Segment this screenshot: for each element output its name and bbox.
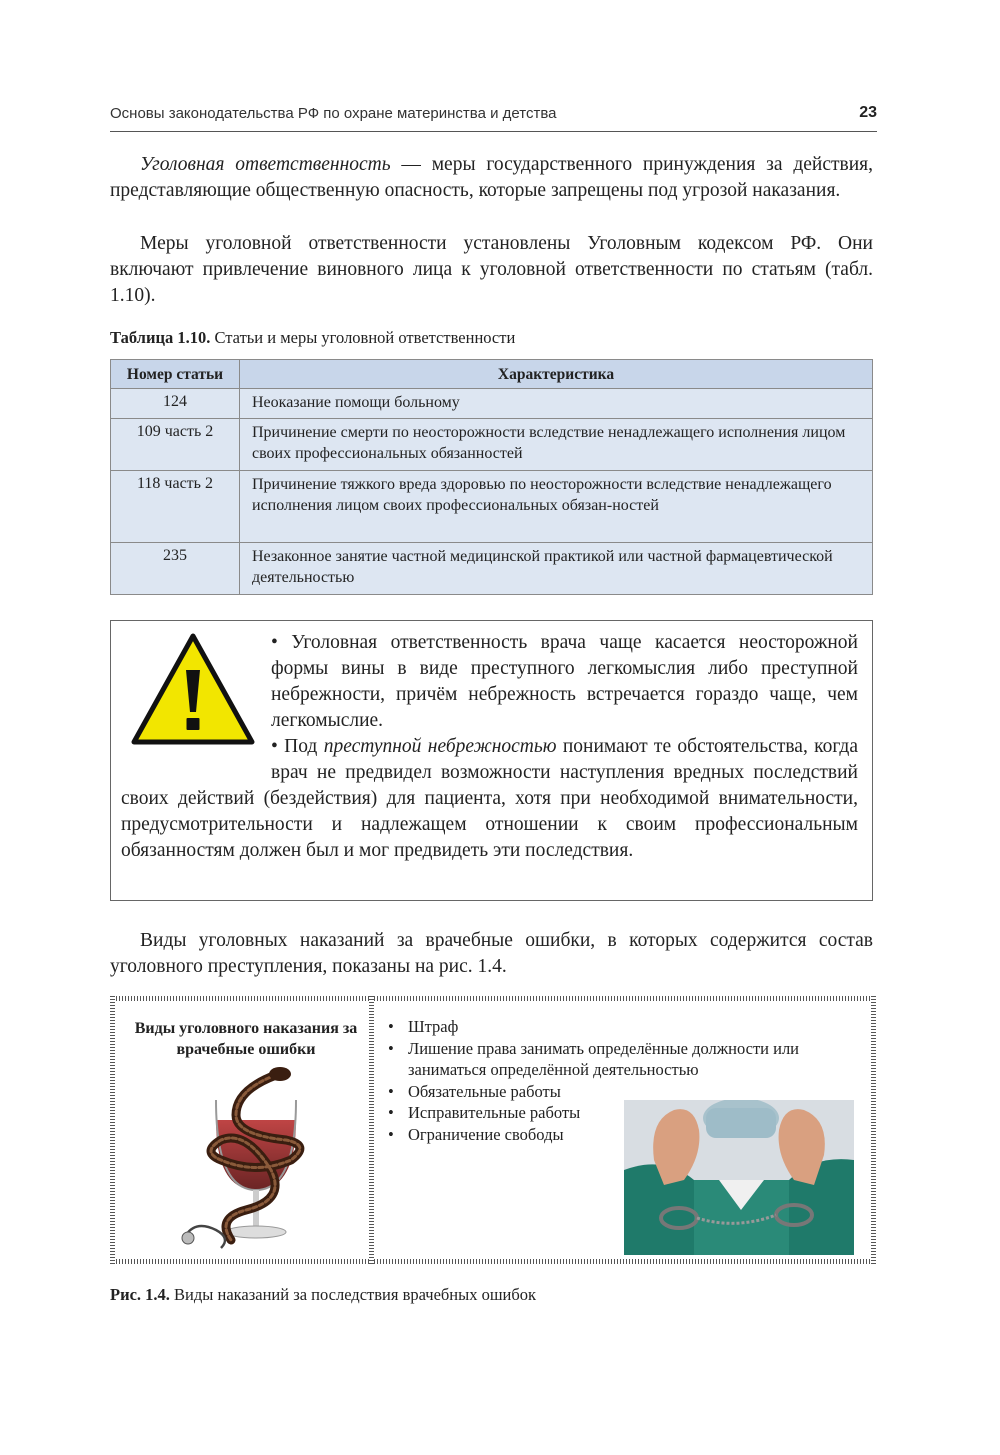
intro-term: Уголовная ответственность [140, 154, 391, 175]
list-item: • Исправительные работы [388, 1102, 858, 1124]
warning-bullet-1: • Уголовная ответственность врача чаще касается неосторожной формы вины в виде преступного легкомыслия либо преступной небрежности, причём небрежность встречается гораздо чаще, чем легкомыслие. [271, 632, 858, 731]
figure-border-right [871, 996, 876, 1264]
table-row [111, 543, 873, 595]
snake-bowl-icon [176, 1060, 326, 1256]
article-number: 235 [111, 543, 240, 595]
handcuffed-doctor-icon [624, 1100, 854, 1255]
figure-border-bottom [110, 1259, 876, 1264]
table-caption-text: Статьи и меры уголовной ответственности [210, 328, 516, 347]
list-item: • Ограничение свободы [388, 1124, 858, 1146]
figure-intro-paragraph: Виды уголовных наказаний за врачебные ошибки, в которых содержится состав уголовного преступления, показаны на рис. 1.4. [110, 930, 873, 977]
warning-bullet-2-start: • Под [271, 736, 324, 757]
warning-bullet-2-term: преступной небрежностью [323, 736, 557, 757]
article-number: 109 часть 2 [111, 419, 240, 471]
figure-title: Виды уголовного наказания за врачебные ошибки [134, 1020, 358, 1058]
table-caption [110, 328, 515, 348]
table-row [111, 471, 873, 543]
article-number: 118 часть 2 [111, 471, 240, 543]
page-number: 23 [859, 104, 877, 121]
warning-triangle-icon [130, 632, 256, 746]
table-header-number: Номер статьи [111, 360, 240, 389]
table-caption-label: Таблица 1.10. [110, 328, 211, 347]
figure-caption-text: Виды наказаний за последствия врачебных ошибок [169, 1285, 537, 1304]
table-header-row [111, 360, 873, 389]
figure-divider [369, 996, 374, 1264]
article-description: Причинение тяжкого вреда здоровью по неосторожности вследствие ненадлежащего исполнения лицом своих профессиональных обязан-ностей [240, 471, 873, 543]
article-description: Неоказание помощи больному [240, 389, 873, 419]
running-header [110, 105, 877, 132]
warning-bullet-2-rest: понимают те обстоятельства, когда врач не предвидел возможности наступления вредных последствий своих действий (бездействия) для пациента, хотя при необходимой внимательности, предусмотрительности и надлежащем отношении к своим профессиональным обязанностям должен был и мог предвидеть эти последствия. [121, 736, 859, 861]
figure-border-left [110, 996, 115, 1264]
table-row [111, 389, 873, 419]
intro-definition: — меры государственного принуждения за действия, представляющие общественную опасность, которые запрещены под угрозой наказания. [110, 154, 873, 201]
intro-paragraph-1 [110, 152, 873, 204]
article-description: Незаконное занятие частной медицинской практикой или частной фармацевтической деятельностью [240, 543, 873, 595]
table-row [111, 419, 873, 471]
list-item: • Лишение права занимать определённые должности или заниматься определённой деятельностью [388, 1038, 858, 1081]
figure-border-top [110, 996, 876, 1001]
article-number: 124 [111, 389, 240, 419]
articles-table [110, 359, 873, 595]
figure-caption [110, 1285, 536, 1305]
intro-paragraph-2: Меры уголовной ответственности установлены Уголовным кодексом РФ. Они включают привлечение виновного лица к уголовной ответственности по статьям (табл. 1.10). [110, 233, 873, 306]
list-item: • Обязательные работы [388, 1081, 858, 1103]
running-header-title: Основы законодательства РФ по охране материнства и детства [110, 105, 557, 122]
article-description: Причинение смерти по неосторожности вследствие ненадлежащего исполнения лицом своих профессиональных обязанностей [240, 419, 873, 471]
figure-caption-label: Рис. 1.4. [110, 1285, 170, 1304]
list-item: • Штраф [388, 1016, 858, 1038]
table-header-description: Характеристика [240, 360, 873, 389]
punishments-figure [110, 996, 876, 1264]
